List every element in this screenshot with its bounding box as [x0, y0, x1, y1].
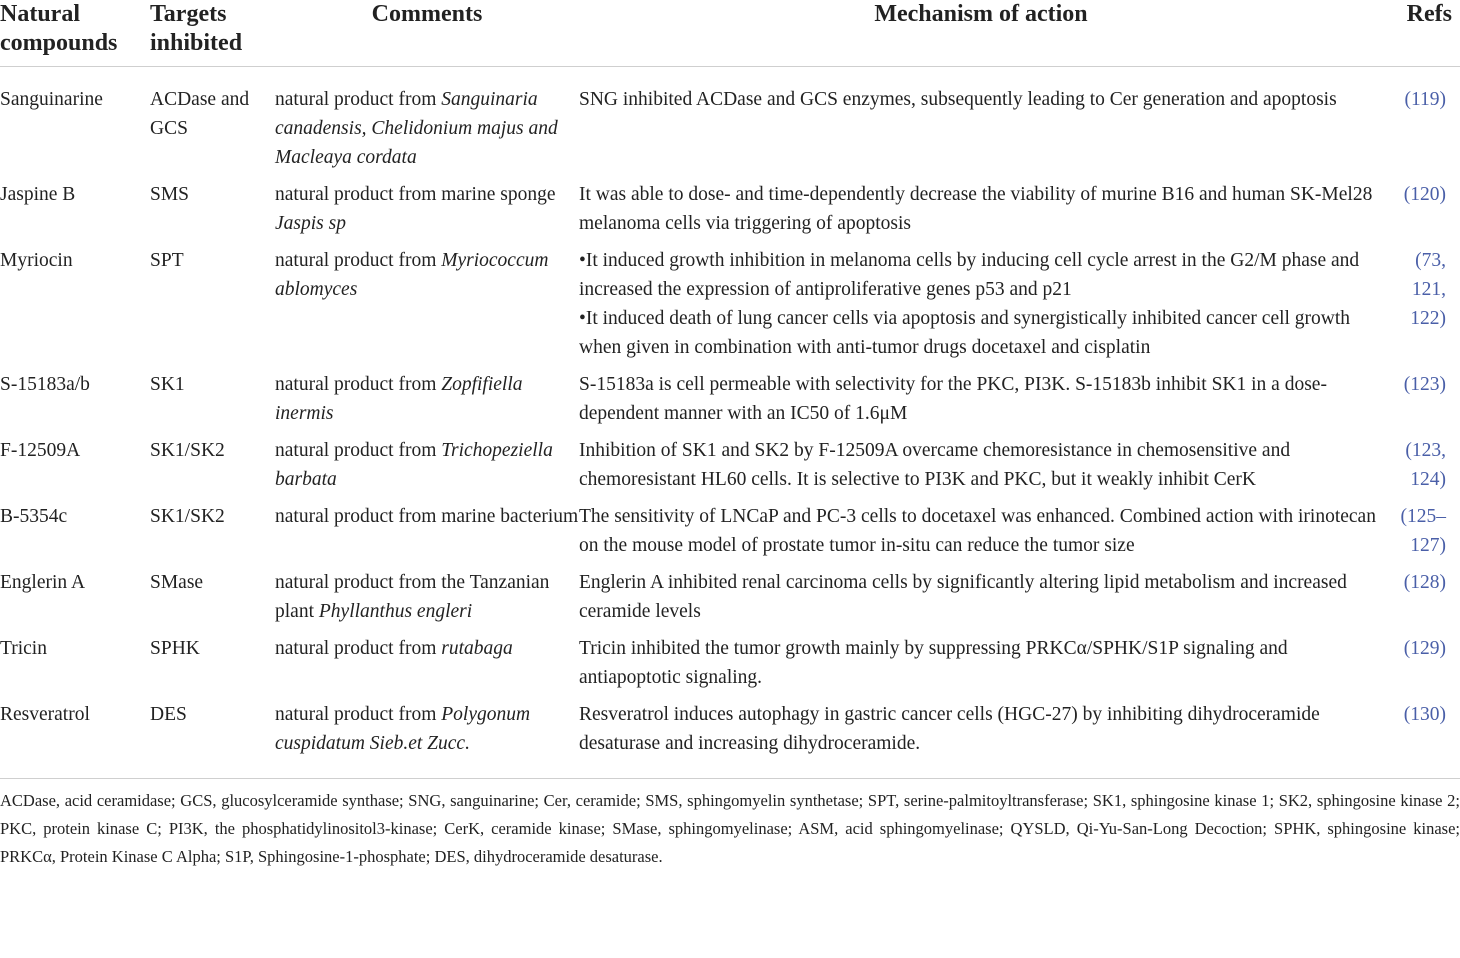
header-refs: Refs	[1383, 0, 1460, 67]
refs-cell	[1383, 67, 1460, 181]
compound-cell: B-5354c	[0, 506, 68, 527]
mechanism-cell: Inhibition of SK1 and SK2 by F-12509A overcame chemoresistance in chemosensitive and chemoresistant HL60 cells. It is selective to PI3K and PKC, but it weakly inhibit CerK	[579, 440, 1291, 490]
comment-text: natural product from marine sponge	[275, 184, 556, 205]
ref-link[interactable]: 124)	[1410, 469, 1446, 490]
comment-cell	[275, 700, 579, 779]
refs-cell	[1383, 180, 1460, 246]
refs-cell	[1383, 370, 1460, 436]
comment-cell: natural product from marine bacterium	[275, 506, 579, 527]
table-row	[0, 700, 1460, 779]
comment-text: natural product from	[275, 89, 437, 110]
comment-text: natural product from	[275, 250, 437, 271]
comment-cell	[275, 180, 579, 246]
refs-cell	[1383, 246, 1460, 370]
comment-cell	[275, 370, 579, 436]
mechanism-bullet: •It induced growth inhibition in melanoma cells by inducing cell cycle arrest in the G2/M phase and increased the expression of antiproliferative genes p53 and p21	[579, 250, 1360, 300]
mechanism-cell: S-15183a is cell permeable with selectivity for the PKC, PI3K. S-15183b inhibit SK1 in a dose-dependent manner with an IC50 of 1.6μM	[579, 374, 1327, 424]
refs-cell	[1383, 568, 1460, 634]
table-row	[0, 436, 1460, 502]
header-targets: Targets inhibited	[150, 0, 275, 67]
targets-cell: ACDase and GCS	[150, 89, 250, 139]
targets-cell: DES	[150, 704, 187, 725]
footnote-row	[0, 779, 1460, 872]
mechanism-cell: The sensitivity of LNCaP and PC-3 cells to docetaxel was enhanced. Combined action with irinotecan on the mouse model of prostate tumor in-situ can reduce the tumor size	[579, 506, 1376, 556]
refs-cell	[1383, 436, 1460, 502]
targets-cell: SPT	[150, 250, 184, 271]
compound-cell: Myriocin	[0, 250, 73, 271]
mechanism-cell: Resveratrol induces autophagy in gastric cancer cells (HGC-27) by inhibiting dihydroceramide desaturase and increasing dihydroceramide.	[579, 704, 1320, 754]
header-compounds: Natural compounds	[0, 0, 150, 67]
compound-cell: Sanguinarine	[0, 89, 103, 110]
comment-cell	[275, 246, 579, 370]
mechanism-cell: SNG inhibited ACDase and GCS enzymes, subsequently leading to Cer generation and apoptosis	[579, 89, 1337, 110]
table-row	[0, 502, 1460, 568]
table-row	[0, 634, 1460, 700]
comment-text: natural product from	[275, 440, 437, 461]
header-row	[0, 0, 1460, 67]
compound-cell: Resveratrol	[0, 704, 90, 725]
refs-cell	[1383, 502, 1460, 568]
ref-link[interactable]: (123)	[1403, 374, 1446, 395]
ref-link[interactable]: (128)	[1403, 572, 1446, 593]
targets-cell: SPHK	[150, 638, 200, 659]
ref-link[interactable]: 122)	[1410, 308, 1446, 329]
targets-cell: SK1/SK2	[150, 440, 225, 461]
species-name: Jaspis sp	[275, 213, 346, 234]
ref-link[interactable]: (123,	[1405, 440, 1446, 461]
species-name: Myriococcum ablomyces	[275, 250, 549, 300]
targets-cell: SK1/SK2	[150, 506, 225, 527]
comment-cell	[275, 436, 579, 502]
compound-cell: S-15183a/b	[0, 374, 90, 395]
mechanism-cell	[579, 246, 1383, 370]
ref-link[interactable]: (129)	[1403, 638, 1446, 659]
comment-text: natural product from	[275, 374, 437, 395]
table-row	[0, 246, 1460, 370]
ref-link[interactable]: (120)	[1403, 184, 1446, 205]
refs-cell	[1383, 634, 1460, 700]
species-name: Polygonum cuspidatum Sieb.et Zucc.	[275, 704, 531, 754]
table-row	[0, 67, 1460, 181]
ref-link[interactable]: (125–	[1400, 506, 1446, 527]
compound-cell: Jaspine B	[0, 184, 76, 205]
comment-cell	[275, 67, 579, 181]
species-name: rutabaga	[441, 638, 513, 659]
mechanism-cell: Tricin inhibited the tumor growth mainly by suppressing PRKCα/SPHK/S1P signaling and antiapoptotic signaling.	[579, 638, 1288, 688]
ref-link[interactable]: (130)	[1403, 704, 1446, 725]
compound-cell: F-12509A	[0, 440, 81, 461]
ref-link[interactable]: 121,	[1411, 279, 1446, 300]
targets-cell: SMS	[150, 184, 190, 205]
table-row	[0, 370, 1460, 436]
compound-cell: Tricin	[0, 638, 47, 659]
mechanism-cell: It was able to dose- and time-dependently decrease the viability of murine B16 and human SK-Mel28 melanoma cells via triggering of apoptosis	[579, 184, 1373, 234]
ref-link[interactable]: (73,	[1415, 250, 1446, 271]
species-name: Sanguinaria canadensis, Chelidonium majus and Macleaya cordata	[275, 89, 558, 168]
species-name: Zopfifiella inermis	[275, 374, 523, 424]
targets-cell: SMase	[150, 572, 204, 593]
table-footnote: ACDase, acid ceramidase; GCS, glucosylceramide synthase; SNG, sanguinarine; Cer, ceramide; SMS, sphingomyelin synthetase; SPT, serine-palmitoyltransferase; SK1, sphingosine kinase 1; SK2, sphingosine kinase 2; PKC, protein kinase C; PI3K, the phosphatidylinositol3-kinase; CerK, ceramide kinase; SMase, sphingomyelinase; ASM, acid sphingomyelinase; QYSLD, Qi-Yu-San-Long Decoction; SPHK, sphingosine kinase; PRKCα, Protein Kinase C Alpha; S1P, Sphingosine-1-phosphate; DES, dihydroceramide desaturase.	[0, 779, 1460, 872]
comment-cell	[275, 568, 579, 634]
refs-cell	[1383, 700, 1460, 779]
targets-cell: SK1	[150, 374, 185, 395]
header-comments: Comments	[275, 0, 579, 67]
header-mechanism: Mechanism of action	[579, 0, 1383, 67]
table-row	[0, 180, 1460, 246]
mechanism-cell: Englerin A inhibited renal carcinoma cells by significantly altering lipid metabolism and increased ceramide levels	[579, 572, 1347, 622]
ref-link[interactable]: (119)	[1404, 89, 1446, 110]
ref-link[interactable]: 127)	[1410, 535, 1446, 556]
comment-text: natural product from	[275, 704, 437, 725]
table-row	[0, 568, 1460, 634]
comment-text: natural product from	[275, 638, 437, 659]
comment-text: natural product from the Tanzanian plant	[275, 572, 550, 622]
compound-cell: Englerin A	[0, 572, 86, 593]
species-name: Trichopeziella barbata	[275, 440, 553, 490]
comment-cell	[275, 634, 579, 700]
mechanism-bullet: •It induced death of lung cancer cells via apoptosis and synergistically inhibited cancer cell growth when given in combination with anti-tumor drugs docetaxel and cisplatin	[579, 308, 1351, 358]
species-name: Phyllanthus engleri	[318, 601, 473, 622]
